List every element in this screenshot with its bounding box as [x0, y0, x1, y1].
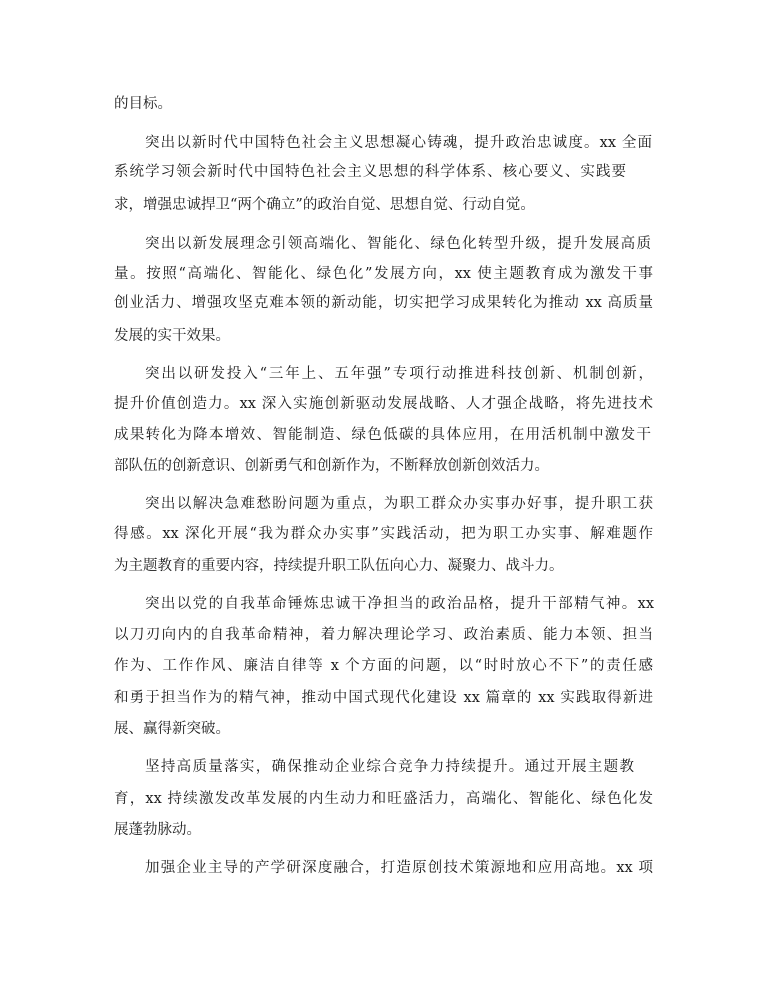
text-line: 得感。xx 深化开展“我为群众办实事”实践活动，把为职工办实事、解难题作 — [114, 526, 653, 542]
text-line: 展蓬勃脉动。 — [114, 822, 201, 838]
text-line: 的目标。 — [114, 96, 172, 112]
text-line: 成果转化为降本增效、智能制造、绿色低碳的具体应用，在用活机制中激发干 — [114, 427, 651, 443]
text-line: 创业活力、增强攻坚克难本领的新动能，切实把学习成果转化为推动 xx 高质量 — [114, 295, 653, 311]
paragraph-first-line: 突出以新时代中国特色社会主义思想凝心铸魂，提升政治忠诚度。xx 全面 — [145, 135, 652, 151]
paragraph-first-line: 突出以党的自我革命锤炼忠诚干净担当的政治品格，提升干部精气神。xx — [145, 596, 654, 612]
paragraph-first-line: 突出以解决急难愁盼问题为重点，为职工群众办实事办好事，提升职工获 — [145, 496, 653, 512]
text-line: 系统学习领会新时代中国特色社会主义思想的科学体系、核心要义、实践要 — [114, 164, 626, 180]
paragraph-first-line: 突出以新发展理念引领高端化、智能化、绿色化转型升级，提升发展高质 — [145, 236, 651, 252]
paragraph-first-line: 加强企业主导的产学研深度融合，打造原创技术策源地和应用高地。xx 项 — [145, 860, 653, 876]
paragraph-first-line: 突出以研发投入“三年上、五年强”专项行动推进科技创新、机制创新， — [145, 366, 653, 382]
text-line: 以刀刃向内的自我革命精神，着力解决理论学习、政治素质、能力本领、担当 — [114, 627, 653, 643]
text-line: 展、赢得新突破。 — [114, 721, 230, 737]
text-line: 和勇于担当作为的精气神，推动中国式现代化建设 xx 篇章的 xx 实践取得新进 — [114, 690, 653, 706]
text-line: 育，xx 持续激发改革发展的内生动力和旺盛活力，高端化、智能化、绿色化发 — [114, 791, 653, 807]
text-line: 为主题教育的重要内容，持续提升职工队伍向心力、凝聚力、战斗力。 — [114, 558, 564, 574]
text-line: 求，增强忠诚捍卫“两个确立”的政治自觉、思想自觉、行动自觉。 — [114, 197, 535, 213]
paragraph-first-line: 坚持高质量落实，确保推动企业综合竞争力持续提升。通过开展主题教 — [145, 759, 634, 775]
text-line: 部队伍的创新意识、创新勇气和创新作为，不断释放创新创效活力。 — [114, 458, 549, 474]
text-line: 量。按照“高端化、智能化、绿色化”发展方向，xx 使主题教育成为激发干事 — [114, 266, 653, 282]
text-line: 提升价值创造力。xx 深入实施创新驱动发展战略、人才强企战略，将先进技术 — [114, 396, 653, 412]
text-line: 作为、工作作风、廉洁自律等 x 个方面的问题，以“时时放心不下”的责任感 — [114, 658, 653, 674]
text-line: 发展的实干效果。 — [114, 328, 230, 344]
